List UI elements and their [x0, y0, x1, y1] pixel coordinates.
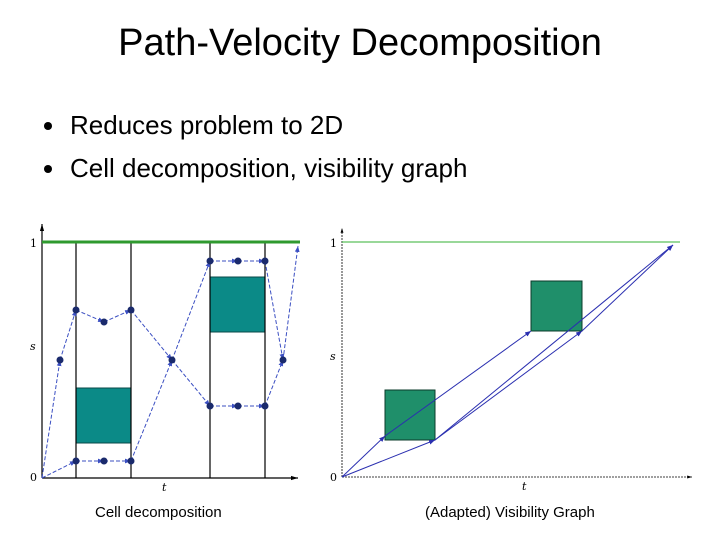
- obstacle-upper: [210, 277, 265, 332]
- obstacle-lower: [76, 388, 131, 443]
- left-tick-top: 1: [30, 237, 37, 250]
- right-diagram-caption: (Adapted) Visibility Graph: [425, 504, 595, 521]
- visibility-edges: [342, 245, 673, 477]
- right-tick-top: 1: [330, 237, 337, 250]
- right-y-axis-label: s: [330, 350, 336, 363]
- cell-decomposition-diagram: [30, 224, 300, 494]
- left-x-axis-label: t: [162, 481, 167, 494]
- slide-title: Path-Velocity Decomposition: [118, 22, 602, 64]
- right-x-axis-label: t: [522, 480, 527, 493]
- obstacle-lower: [385, 390, 435, 440]
- bullet-text: Reduces problem to 2D: [70, 110, 344, 140]
- bullet-text: Cell decomposition, visibility graph: [70, 153, 468, 183]
- left-diagram-caption: Cell decomposition: [95, 504, 222, 521]
- left-tick-origin: 0: [30, 471, 37, 484]
- visibility-graph-diagram: [330, 228, 692, 493]
- left-y-axis-label: s: [30, 340, 36, 353]
- right-tick-origin: 0: [330, 471, 337, 484]
- obstacle-upper: [531, 281, 582, 331]
